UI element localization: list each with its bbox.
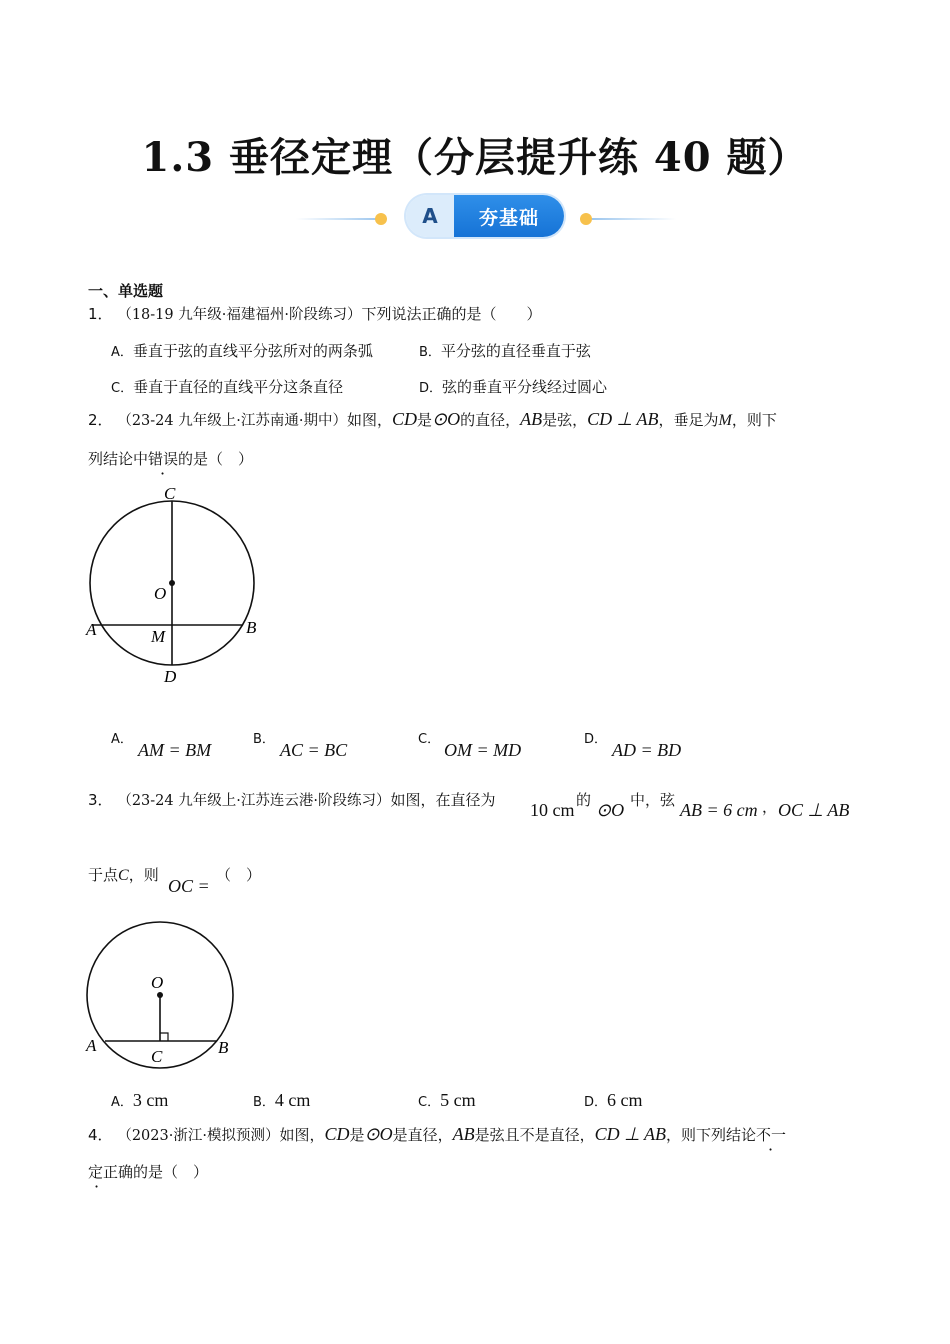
label-o: O [151,973,164,992]
emphasis-text: 不一 [756,1126,787,1144]
q3-option-c[interactable] [418,1090,476,1111]
q1-option-d[interactable] [419,376,607,397]
option-label: B． [253,732,275,747]
question-2-line-2 [88,448,253,470]
badge-dot-right [580,213,592,225]
math-ab: AB [452,1124,475,1144]
q3-figure [80,918,250,1070]
stem-text: 的 [576,791,592,809]
q1-option-c[interactable] [111,376,343,397]
q2-option-a-text: AM = BM [138,740,212,760]
option-label: C． [111,381,134,396]
option-label: A． [111,732,133,747]
option-label: C． [418,732,441,747]
option-text: 5 cm [440,1090,476,1110]
question-source: （23-24 九年级上·江苏南通·期中） [117,413,347,429]
stem-text: 中，弦 [630,791,676,809]
option-label: D． [419,381,443,396]
question-4-line-2 [88,1161,208,1183]
option-text: 4 cm [274,1090,311,1110]
right-angle-mark [160,1033,168,1041]
question-source: （23-24 九年级上·江苏连云港·阶段练习） [117,793,391,809]
q3-option-b[interactable] [253,1090,310,1111]
label-c: C [164,484,176,503]
label-c: C [151,1047,163,1066]
badge-line-right [592,218,676,220]
stem-text: 是 [349,1126,365,1144]
badge-label: 夯基础 [454,195,564,237]
q2-option-c-text: OM = MD [444,740,522,760]
label-o: O [154,584,167,603]
option-label: B． [253,1095,275,1110]
math-ab: AB [520,409,543,429]
option-text: 垂直于弦的直线平分弦所对的两条弧 [132,342,373,360]
badge-dot-left [375,213,387,225]
emphasis-text: 定 [88,1163,104,1181]
q2-option-a[interactable] [111,728,133,747]
question-number: 1． [88,305,113,323]
math-oc: OC = [168,876,210,896]
badge-pill [406,195,564,237]
option-text: 3 cm [132,1090,169,1110]
stem-text: ，则下列结论 [665,1126,756,1144]
stem-text: 是弦， [542,411,588,429]
math-circle-o: ⊙O [432,409,461,429]
q3-option-a[interactable] [111,1090,168,1111]
option-label: B． [419,345,441,360]
math-circle-o: ⊙O [364,1124,393,1144]
q2-option-b[interactable] [253,728,275,747]
option-text: 垂直于直径的直线平分这条直径 [133,378,344,396]
level-badge [296,192,676,242]
q2-option-d[interactable] [584,728,607,747]
question-4 [88,1123,786,1147]
center-point [157,992,163,998]
option-label: D． [584,1095,608,1110]
stem-text: ，垂足为 [658,411,719,429]
option-label: C． [418,1095,441,1110]
stem-text: ， [762,798,778,816]
math-c: C [118,867,129,884]
label-m: M [151,627,166,646]
stem-text: ，则 [128,866,159,884]
question-2 [88,408,777,432]
math-cd: CD [324,1124,350,1144]
option-text: 6 cm [607,1090,643,1110]
label-b: B [218,1038,229,1057]
q1-option-b[interactable] [419,340,591,361]
math-cd: CD [391,409,417,429]
question-source: （2023·浙江·模拟预测） [117,1128,280,1144]
stem-text: ，则下 [731,411,777,429]
option-label: A． [111,345,133,360]
option-text: 弦的垂直平分线经过圆心 [442,378,608,396]
stem-text: 是 [417,411,433,429]
label-a: A [86,620,97,639]
math-perp: CD ⊥ AB [587,409,659,429]
label-a: A [86,1036,97,1055]
label-d: D [164,667,177,686]
q3-option-d[interactable] [584,1090,643,1111]
stem-text: 正确的是（ ） [103,1163,209,1181]
stem-text: 如图，在直径为 [390,791,496,809]
badge-line-left [296,218,380,220]
question-number: 3． [88,791,113,809]
math-ab-length: AB = 6 cm [680,800,758,820]
q1-option-a[interactable] [111,340,373,361]
question-3 [88,789,495,812]
stem-text: 是弦且不是直径， [474,1126,595,1144]
math-circle-o: ⊙O [596,800,625,820]
math-m: M [718,412,732,429]
section-heading: 一、单选题 [88,282,164,300]
stem-text: 的直径， [460,411,521,429]
stem-text: 如图， [279,1126,325,1144]
q2-option-d-text: AD = BD [612,740,682,760]
option-label: A． [111,1095,133,1110]
question-number: 2． [88,411,113,429]
label-b: B [246,618,257,637]
option-label: D． [584,732,608,747]
badge-letter: A [406,195,454,237]
page-title: 1.3 垂径定理（分层提升练 40 题） [141,134,809,181]
q2-figure [80,480,270,690]
q2-option-c[interactable] [418,728,440,747]
stem-text: 于点 [88,866,119,884]
math-perp: OC ⊥ AB [778,800,850,820]
question-3-line-2 [88,864,159,887]
question-number: 4． [88,1126,113,1144]
q2-option-b-text: AC = BC [280,740,348,760]
question-1 [88,303,541,326]
stem-text: （ ） [216,866,262,884]
option-text: 平分弦的直径垂直于弦 [440,342,591,360]
stem-text: 是直径， [392,1126,453,1144]
math-perp: CD ⊥ AB [594,1124,666,1144]
center-point [169,580,175,586]
emphasis-text: 错误 [148,450,179,468]
question-source: （18-19 九年级·福建福州·阶段练习） [117,307,362,323]
math-diameter: 10 cm [530,800,575,820]
question-stem: 下列说法正确的是（ ） [361,305,542,323]
stem-text: 列结论中 [88,450,149,468]
stem-text: 如图， [346,411,392,429]
stem-text: 的是（ ） [178,450,254,468]
